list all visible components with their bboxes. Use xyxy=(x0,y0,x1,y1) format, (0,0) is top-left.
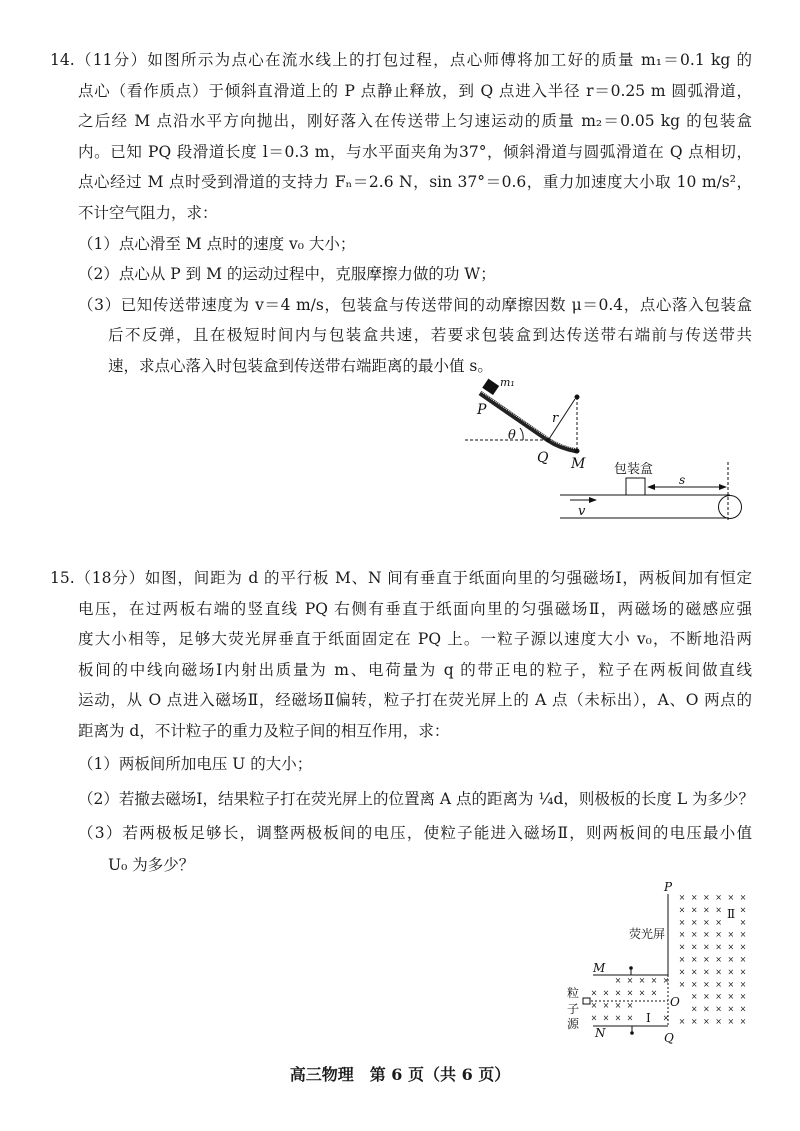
field-cross-mark: × xyxy=(715,1004,722,1014)
label-m: M xyxy=(571,456,586,472)
q14-sub-question-2: （2）点心从 P 到 M 的运动过程中，克服摩擦力做的功 W； xyxy=(78,265,496,284)
label-p: P xyxy=(477,402,487,418)
field-cross-mark: × xyxy=(727,1017,735,1026)
field-cross-mark: × xyxy=(690,930,698,940)
label-s: s xyxy=(679,473,686,487)
field-cross-mark: × xyxy=(739,942,747,952)
point-m xyxy=(575,449,580,454)
field-cross-mark: × xyxy=(662,976,670,985)
field-cross-mark: × xyxy=(690,992,698,1002)
field-cross-mark: × xyxy=(703,992,710,1002)
q14-sub-question-3-cont: 后不反弹，且在极短时间内与包装盒共速，若要求包装盒到达传送带右端前与传送带共 xyxy=(108,326,752,345)
package-box xyxy=(626,478,645,495)
field-cross-mark: × xyxy=(727,893,735,902)
field-cross-mark: × xyxy=(690,893,698,902)
field-cross-mark: × xyxy=(678,942,686,952)
particle-source xyxy=(583,998,590,1004)
field-cross-mark: × xyxy=(614,976,622,985)
label-field-1: Ⅰ xyxy=(646,1011,651,1025)
field-cross-mark: × xyxy=(638,976,646,985)
label-r: r xyxy=(552,411,559,426)
label-o: O xyxy=(670,995,680,1009)
field-cross-mark: × xyxy=(690,1017,698,1026)
field-cross-mark: × xyxy=(614,1013,622,1023)
q15-line: 电压，在过两板右端的竖直线 PQ 右侧有垂直于纸面向里的匀强磁场Ⅱ，两磁场的磁感应强 xyxy=(78,599,752,618)
angle-arc xyxy=(520,428,523,440)
q14-line: 点心（看作质点）于倾斜直滑道上的 P 点静止释放，到 Q 点进入半径 r＝0.25 m 圆弧滑道， xyxy=(78,81,752,100)
field-cross-mark: × xyxy=(590,988,598,998)
field-cross-mark: × xyxy=(739,1004,747,1014)
field-cross-mark: × xyxy=(739,967,747,977)
label-v: v xyxy=(578,504,586,519)
q14-line: 不计空气阻力，求： xyxy=(78,203,218,222)
field-cross-mark: × xyxy=(727,992,735,1002)
field-cross-mark: × xyxy=(614,1001,622,1010)
q15-line: 度大小相等，足够大荧光屏垂直于纸面固定在 PQ 上。一粒子源以速度大小 v₀，不断地沿两 xyxy=(78,630,752,649)
field-cross-mark: × xyxy=(715,905,722,915)
field-cross-mark: × xyxy=(715,1017,722,1026)
q14-figure xyxy=(460,370,760,530)
field-cross-mark: × xyxy=(715,942,722,952)
field-cross-mark: × xyxy=(703,967,710,977)
conveyor-roller xyxy=(719,496,742,519)
field-cross-mark: × xyxy=(662,1013,670,1023)
field-cross-mark: × xyxy=(715,917,722,927)
field-cross-mark: × xyxy=(703,930,710,940)
field-cross-mark: × xyxy=(678,930,686,940)
field-cross-mark: × xyxy=(739,893,747,902)
field-cross-mark: × xyxy=(638,988,646,998)
field-cross-mark: × xyxy=(602,988,610,998)
field-cross-mark: × xyxy=(703,1004,710,1014)
field-cross-mark: × xyxy=(678,905,686,915)
label-q: Q xyxy=(537,450,549,466)
field-cross-mark: × xyxy=(678,967,686,977)
label-p: P xyxy=(664,880,673,894)
field-cross-mark: × xyxy=(678,917,686,927)
q14-line: 点心经过 M 点时受到滑道的支持力 Fₙ＝2.6 N，sin 37°＝0.6，重力加速度大小取 10 m/s²， xyxy=(78,173,752,192)
field-cross-mark: × xyxy=(590,1013,598,1023)
field-cross-mark: × xyxy=(715,930,722,940)
field-cross-mark: × xyxy=(614,988,622,998)
field-cross-mark: × xyxy=(690,1004,698,1014)
label-screen: 荧光屏 xyxy=(629,927,666,941)
field-cross-mark: × xyxy=(602,1001,610,1010)
field-cross-mark: × xyxy=(727,1004,735,1014)
q15-sub-question-2: （2）若撤去磁场Ⅰ，结果粒子打在荧光屏上的位置离 A 点的距离为 ¼d，则极板的长度 L 为多少？ xyxy=(78,789,755,808)
snack-block xyxy=(482,379,499,395)
terminal-n-dot xyxy=(630,1031,634,1035)
field-cross-mark: × xyxy=(590,1001,598,1010)
field-cross-mark: × xyxy=(739,930,747,940)
field-cross-mark: × xyxy=(602,1013,610,1023)
q15-sub-question-3: （3）若两极板足够长，调整两极板间的电压，使粒子能进入磁场Ⅱ，则两板间的电压最小值 xyxy=(78,823,752,842)
field-cross-mark: × xyxy=(715,967,722,977)
field-cross-mark: × xyxy=(727,942,735,952)
q15-line: 15.（18分）如图，间距为 d 的平行板 M、N 间有垂直于纸面向里的匀强磁场Ⅰ，两板间加有恒定 xyxy=(50,569,752,587)
field-cross-mark: × xyxy=(650,988,658,998)
q15-line: 运动，从 O 点进入磁场Ⅱ，经磁场Ⅱ偏转，粒子打在荧光屏上的 A 点（未标出），A、O 两点的 xyxy=(78,691,752,710)
slide-track xyxy=(480,393,577,451)
q14-sub-question-3: （3）已知传送带速度为 v＝4 m/s，包装盒与传送带间的动摩擦因数 μ＝0.4，点心落入包装盒 xyxy=(78,295,752,314)
field-cross-mark: × xyxy=(678,979,686,989)
field-cross-mark: × xyxy=(703,955,710,964)
field-cross-mark: × xyxy=(703,905,710,915)
q15-sub-question-1: （1）两板间所加电压 U 的大小； xyxy=(78,754,313,773)
field-cross-mark: × xyxy=(727,930,735,940)
label-field-2: Ⅱ xyxy=(727,907,736,921)
label-m: M xyxy=(593,961,606,975)
field-cross-mark: × xyxy=(690,967,698,977)
label-m1: m₁ xyxy=(500,376,515,389)
field-cross-mark: × xyxy=(626,1013,634,1023)
field-cross-mark: × xyxy=(727,979,735,989)
field-cross-mark: × xyxy=(626,1001,634,1010)
field-cross-mark: × xyxy=(650,976,658,985)
terminal-m-dot xyxy=(629,966,633,970)
label-q: Q xyxy=(664,1031,674,1045)
field-cross-mark: × xyxy=(715,893,722,902)
question-14 xyxy=(50,45,752,382)
field-cross-mark: × xyxy=(715,992,722,1002)
q14-line: 内。已知 PQ 段滑道长度 l＝0.3 m，与水平面夹角为37°，倾斜滑道与圆弧滑道在 Q 点相切， xyxy=(78,142,752,161)
label-source: 源 xyxy=(567,1017,580,1031)
q14-line: 14.（11分）如图所示为点心在流水线上的打包过程，点心师傅将加工好的质量 m₁＝0.1 kg 的 xyxy=(50,51,752,69)
q15-sub-question-3-cont: U₀ 为多少？ xyxy=(108,855,195,874)
field-cross-mark: × xyxy=(703,1017,710,1026)
field-cross-mark: × xyxy=(678,893,686,902)
field-cross-mark: × xyxy=(690,917,698,927)
q15-line: 距离为 d，不计粒子的重力及粒子间的相互作用，求： xyxy=(78,721,450,740)
field-cross-mark: × xyxy=(739,979,747,989)
field-cross-mark: × xyxy=(678,955,686,964)
q15-figure xyxy=(560,880,760,1050)
label-box: 包装盒 xyxy=(614,462,654,477)
field-cross-mark: × xyxy=(739,992,747,1002)
field-cross-mark: × xyxy=(703,979,710,989)
field-cross-mark: × xyxy=(727,955,735,964)
field-cross-mark: × xyxy=(626,988,634,998)
field-cross-mark: × xyxy=(626,976,634,985)
slide-track-hatching xyxy=(480,391,577,449)
field-cross-mark: × xyxy=(739,917,747,927)
label-n: N xyxy=(595,1026,606,1040)
field-cross-mark: × xyxy=(739,1017,747,1026)
field-cross-mark: × xyxy=(715,979,722,989)
page-footer: 高三物理 第 6 页（共 6 页） xyxy=(289,1065,511,1084)
field-cross-mark: × xyxy=(703,942,710,952)
q14-sub-question-1: （1）点心滑至 M 点时的速度 v₀ 大小； xyxy=(78,234,356,253)
field-cross-mark: × xyxy=(703,917,710,927)
label-source: 子 xyxy=(567,1002,580,1016)
field-cross-mark: × xyxy=(739,905,747,915)
q14-line: 之后经 M 点沿水平方向抛出，刚好落入在传送带上匀速运动的质量 m₂＝0.05 kg 的包装盒 xyxy=(78,112,752,131)
field-cross-mark: × xyxy=(703,893,710,902)
field-cross-mark: × xyxy=(715,955,722,964)
field-cross-mark: × xyxy=(690,955,698,964)
label-theta: θ xyxy=(508,428,516,443)
field-cross-mark: × xyxy=(690,942,698,952)
field-cross-mark: × xyxy=(690,905,698,915)
arc-center-point xyxy=(575,395,580,400)
q14-sub-question-3-cont: 速，求点心落入时包装盒到传送带右端距离的最小值 s。 xyxy=(108,356,493,375)
q15-line: 板间的中线向磁场Ⅰ内射出质量为 m、电荷量为 q 的带正电的粒子，粒子在两板间做直线 xyxy=(78,660,752,679)
field-cross-mark: × xyxy=(727,967,735,977)
question-15 xyxy=(50,563,755,880)
field-cross-mark: × xyxy=(678,1017,686,1026)
label-source: 粒 xyxy=(567,986,580,1000)
field-cross-mark: × xyxy=(739,955,747,964)
point-q xyxy=(546,438,550,442)
field-cross-mark: × xyxy=(690,979,698,989)
